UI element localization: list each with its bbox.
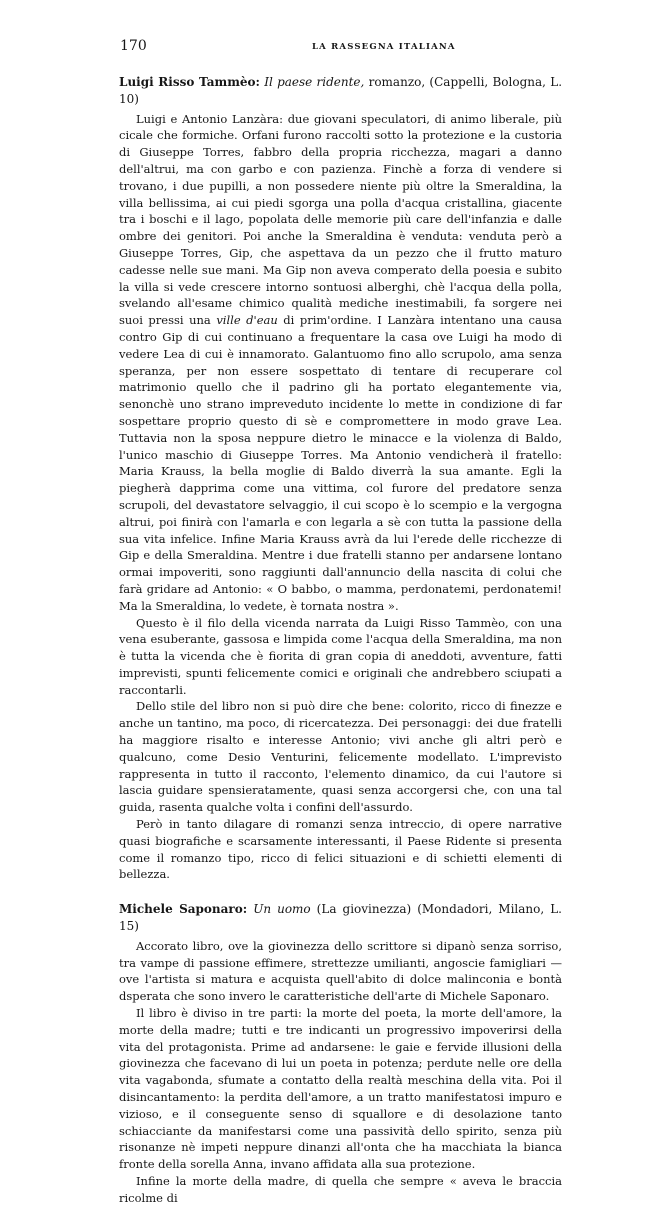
page-body xyxy=(119,74,562,1207)
review-publication-info: romanzo, (Cappelli, Bologna, L. 10) xyxy=(119,75,563,106)
review-author: Luigi Risso Tammèo: xyxy=(119,75,260,89)
paragraph: Però in tanto dilagare di romanzi senza intreccio, di opere narrative quasi biografiche e scarsamente interessanti, il Paese Ridente si presenta come il romanzo tipo, ricco di felici situazioni e di schietti elementi di bellezza. xyxy=(119,817,562,882)
paragraph: Accorato libro, ove la giovinezza dello scrittore si dipanò senza sorriso, tra vampe di passione effimere, strettezze umilianti, angoscie famigliari — ove l'artista si matura e acquista quell'abito di dolce malinconia e bontà dsperata che sono invero le caratteristiche dell'arte di Michele Saponaro. xyxy=(119,938,562,1004)
review-entry-heading xyxy=(119,74,562,108)
paragraph xyxy=(119,111,562,615)
paragraph: Dello stile del libro non si può dire che bene: colorito, ricco di finezze e anche un tantino, ma poco, di ricercatezza. Dei personaggi: dei due fratelli ha maggiore risalto e interesse Antonio; vivi anche gli altri però e qualcuno, come Desio Venturini, felicemente modellato. L'imprevisto rappresenta in tutto il racconto, l'elemento dinamico, da cui l'autore si lascia guidare spensieratamente, quasi senza accorgersi che, con una tal guida, rasenta qualche volta i confini dell'assurdo. xyxy=(119,699,562,815)
paragraph-text: di prim'ordine. I Lanzàra intentano una causa contro Gip di cui continuano a frequentare la casa ove Luigi ha modo di vedere Lea di cui è innamorato. Galantuomo fino allo scrupolo, ama senza speranza, per non essere sospettato di tentare di recuperare col matrimonio quello che il padrino gli ha portato elegantemente via, senonchè uno strano impreveduto incidente lo mette in condizione di far sospettare proprio questo di sè e compromettere in modo grave Lea. Tuttavia non la sposa neppure dietro le minacce e la violenza di Baldo, l'unico maschio di Giuseppe Torres. Ma Antonio vendicherà il fratello: Maria Krauss, la bella moglie di Baldo diverrà la sua amante. Egli la piegherà dapprima come una vittima, col furore del predatore senza scrupoli, del devastatore selvaggio, il cui scopo è lo scempio e la vergogna altrui, poi finirà con l'amarla e con legarla a sè con tutta la passione della sua vita infelice. Infine Maria Krauss avrà da lui l'erede delle ricchezze di Gip e della Smeraldina. Mentre i due fratelli stanno per andarsene lontano ormai impoveriti, sono raggiunti dall'annuncio della nascita di colui che farà gridare ad Antonio: « O babbo, o mamma, perdonatemi, perdonatemi! Ma la Smeraldina, lo vedete, è tornata nostra ». xyxy=(119,313,562,613)
italic-phrase: ville d'eau xyxy=(216,313,278,328)
page-number: 170 xyxy=(120,38,147,54)
section-spacer xyxy=(119,883,562,901)
page-header xyxy=(120,38,560,54)
review-book-title: Un uomo xyxy=(253,902,311,917)
paragraph: Infine la morte della madre, di quella che sempre « aveva le braccia ricolme di xyxy=(119,1174,562,1205)
review-author: Michele Saponaro: xyxy=(119,902,248,917)
running-title: LA RASSEGNA ITALIANA xyxy=(312,42,456,52)
review-publication-info: (La giovinezza) (Mondadori, Milano, L. 15) xyxy=(119,902,562,934)
paragraph: Il libro è diviso in tre parti: la morte del poeta, la morte dell'amore, la morte della madre; tutti e tre indicanti un progressivo impoverirsi della vita del protagonista. Prime ad andarsene: le gaie e fervide illusioni della giovinezza che facevano di lui un poeta in potenza; perdute nelle ore della vita vagabonda, sfumate a contatto della realtà meschina della vita. Poi il disincantamento: la perdita dell'amore, a un tratto manifestatosi impuro e vizioso, e il conseguente senso di squallore e di desolazione tanto schiacciante da manifestarsi come una passività dello spirito, senza più risonanze nè impeti neppure dinanzi all'onta che ha macchiata la bianca fronte della sorella Anna, invano affidata alla sua protezione. xyxy=(119,1006,562,1172)
paragraph-text: Luigi e Antonio Lanzàra: due giovani speculatori, di animo liberale, più cicale che formiche. Orfani furono raccolti sotto la protezione e la custoria di Giuseppe Torres, fabbro della propria ricchezza, magari a danno dell'altrui, ma con garbo e con pazienza. Finchè a forza di vendere si trovano, i due pupilli, a non possedere niente più oltre la Smeraldina, la villa bellissima, ai cui piedi sgorga una polla d'acqua cristallina, giacente tra i boschi e il lago, popolata delle memorie più care dell'infanzia e dalle ombre dei genitori. Poi anche la Smeraldina è venduta: venduta però a Giuseppe Torres, Gip, che aspettava da un pezzo che il frutto maturo cadesse nelle sue mani. Ma Gip non aveva comperato della poesia e subito la villa si vede crescere intorno sontuosi alberghi, chè l'acqua della polla, svelando all'esame chimico qualità mediche inestimabili, fa sorgere nei suoi pressi una xyxy=(119,111,562,328)
review-entry-heading xyxy=(119,901,562,935)
review-book-title: Il paese ridente, xyxy=(264,75,365,89)
paragraph: Questo è il filo della vicenda narrata da Luigi Risso Tammèo, con una vena esuberante, gassosa e limpida come l'acqua della Smeraldina, ma non è tutta la vicenda che è fiorita di gran copia di aneddoti, avventure, fatti imprevisti, spunti felicemente comici e originali che andrebbero sciupati a raccontarli. xyxy=(119,615,562,697)
